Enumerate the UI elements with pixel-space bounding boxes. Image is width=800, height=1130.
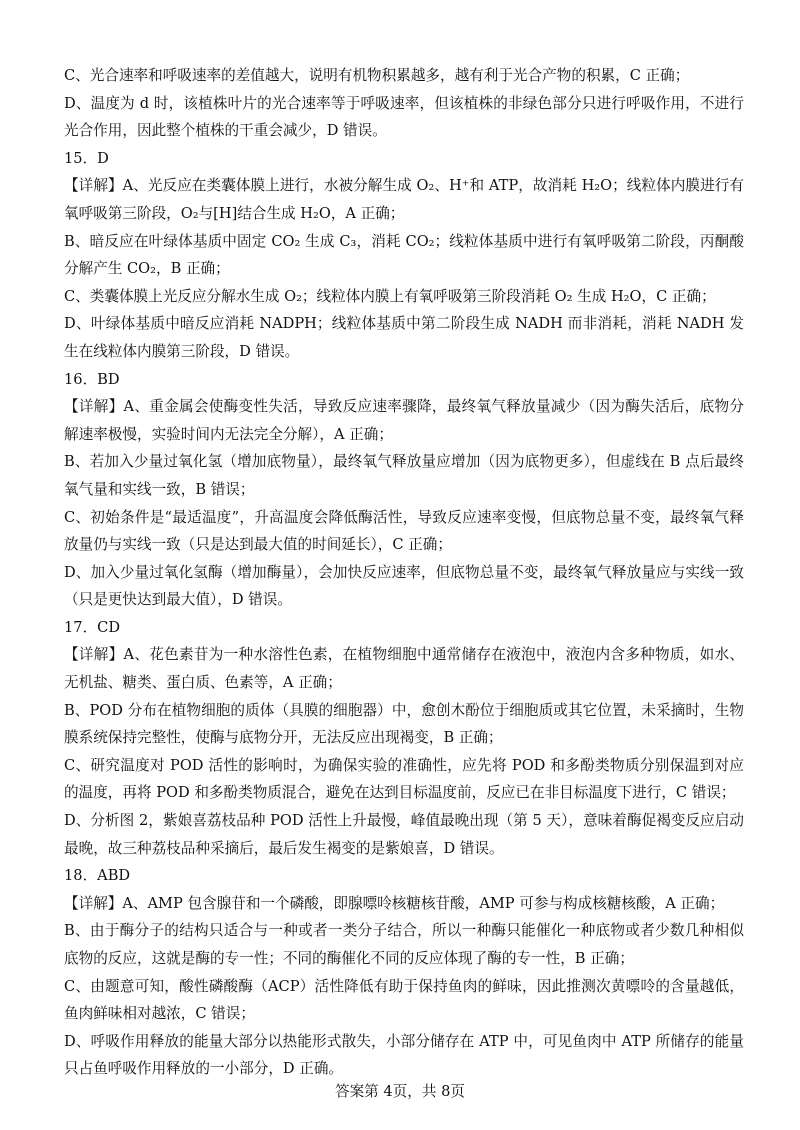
answer-17-option-a: 【详解】A、花色素苷为一种水溶性色素，在植物细胞中通常储存在液泡中，液泡内含多种物质，如水、无机盐、糖类、蛋白质、色素等，A 正确； bbox=[64, 646, 744, 692]
question-17-answer: 17．CD bbox=[64, 618, 121, 636]
answer-17-option-b: B、POD 分布在植物细胞的质体（具膜的细胞器）中，愈创木酚位于细胞质或其它位置，未采摘时，生物膜系统保持完整性，使酶与底物分开，无法反应出现褐变，B 正确； bbox=[64, 701, 744, 747]
answer-15-option-b: B、暗反应在叶绿体基质中固定 CO₂ 生成 C₃，消耗 CO₂；线粒体基质中进行有氧呼吸第二阶段，丙酮酸分解产生 CO₂，B 正确； bbox=[64, 232, 744, 278]
answer-15-option-d: D、叶绿体基质中暗反应消耗 NADPH；线粒体基质中第二阶段生成 NADH 而非消耗，消耗 NADH 发生在线粒体内膜第三阶段，D 错误。 bbox=[64, 315, 744, 360]
question-16-answer: 16．BD bbox=[64, 370, 120, 388]
answer-18-option-b: B、由于酶分子的结构只适合与一种或者一类分子结合，所以一种酶只能催化一种底物或者少数几种相似底物的反应，这就是酶的专一性；不同的酶催化不同的反应体现了酶的专一性，B 正确； bbox=[64, 922, 744, 967]
question-15-answer: 15．D bbox=[64, 149, 109, 167]
answer-17-option-d: D、分析图 2，紫娘喜荔枝品种 POD 活性上升最慢，峰值最晚出现（第 5 天），意味着酶促褐变反应启动最晚，故三种荔枝品种采摘后，最后发生褐变的是紫娘喜，D 错误。 bbox=[64, 812, 744, 857]
answer-18-option-d: D、呼吸作用释放的能量大部分以热能形式散失，小部分储存在 ATP 中，可见鱼肉中 ATP 所储存的能量只占鱼呼吸作用释放的一小部分，D 正确。 bbox=[64, 1032, 744, 1078]
answer-17-option-c: C、研究温度对 POD 活性的影响时，为确保实验的准确性，应先将 POD 和多酚类物质分别保温到对应的温度，再将 POD 和多酚类物质混合，避免在达到目标温度前，反应已在非目标温度下进行，C 错误； bbox=[64, 756, 744, 802]
answer-18-option-a: 【详解】A、AMP 包含腺苷和一个磷酸，即腺嘌呤核糖核苷酸，AMP 可参与构成核糖核酸，A 正确； bbox=[64, 894, 725, 912]
page-footer: 答案第 4页，共 8页 bbox=[334, 1083, 465, 1100]
answer-14-option-d: D、温度为 d 时，该植株叶片的光合速率等于呼吸速率，但该植株的非绿色部分只进行呼吸作用，不进行光合作用，因此整个植株的干重会减少，D 错误。 bbox=[64, 94, 744, 140]
answer-16-option-b: B、若加入少量过氧化氢（增加底物量），最终氧气释放量应增加（因为底物更多），但虚线在 B 点后最终氧气量和实线一致，B 错误； bbox=[64, 453, 744, 498]
question-18-answer: 18．ABD bbox=[64, 867, 131, 885]
answer-15-option-a: 【详解】A、光反应在类囊体膜上进行，水被分解生成 O₂、H⁺和 ATP，故消耗 H₂O；线粒体内膜进行有氧呼吸第三阶段，O₂与[H]结合生成 H₂O，A 正确； bbox=[64, 177, 744, 222]
answer-18-option-c: C、由题意可知，酸性磷酸酶（ACP）活性降低有助于保持鱼肉的鲜味，因此推测次黄嘌呤的含量越低，鱼肉鲜味相对越浓，C 错误； bbox=[64, 977, 744, 1023]
answer-14-option-c: C、光合速率和呼吸速率的差值越大，说明有机物积累越多，越有利于光合产物的积累，C 正确； bbox=[64, 67, 690, 84]
answer-15-option-c: C、类囊体膜上光反应分解水生成 O₂；线粒体内膜上有氧呼吸第三阶段消耗 O₂ 生成 H₂O，C 正确； bbox=[64, 287, 716, 305]
answer-16-option-a: 【详解】A、重金属会使酶变性失活，导致反应速率骤降，最终氧气释放量减少（因为酶失活后，底物分解速率极慢，实验时间内无法完全分解），A 正确； bbox=[64, 398, 744, 443]
answer-16-option-d: D、加入少量过氧化氢酶（增加酶量），会加快反应速率，但底物总量不变，最终氧气释放量应与实线一致（只是更快达到最大值），D 错误。 bbox=[64, 563, 744, 609]
answer-16-option-c: C、初始条件是“最适温度”，升高温度会降低酶活性，导致反应速率变慢，但底物总量不变，最终氧气释放量仍与实线一致（只是达到最大值的时间延长），C 正确； bbox=[64, 508, 744, 554]
